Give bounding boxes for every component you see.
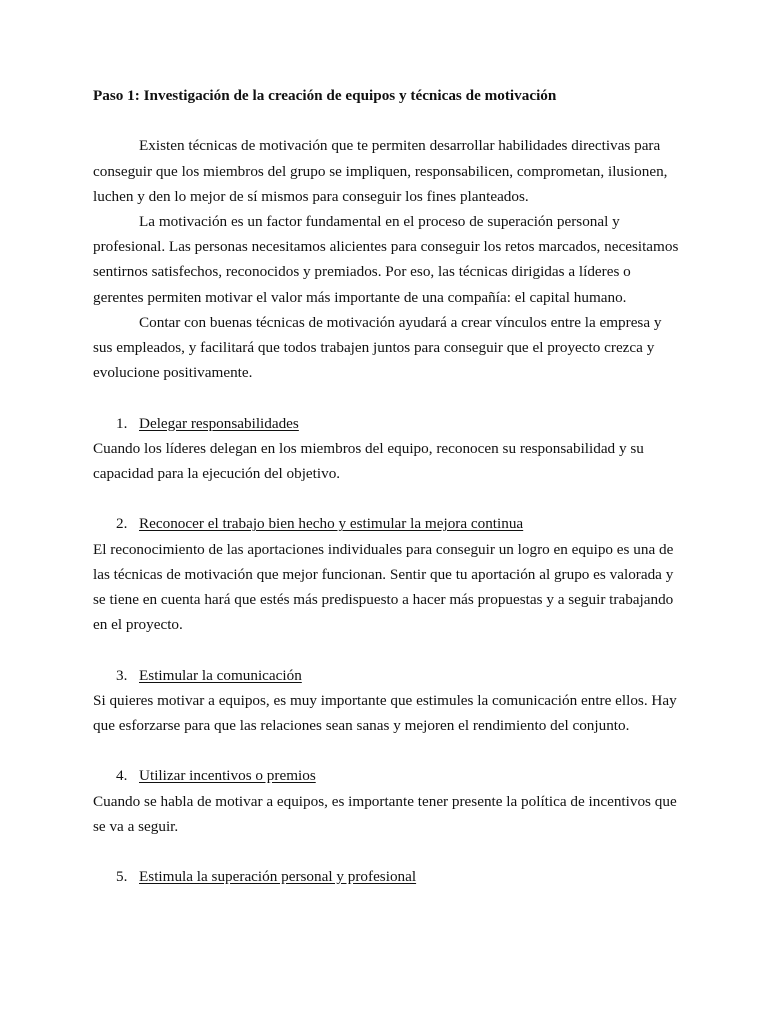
list-item-4-title (93, 763, 683, 788)
document-content (93, 83, 683, 889)
spacer (93, 839, 683, 864)
intro-paragraph-2: La motivación es un factor fundamental en el proceso de superación personal y profesional. Las personas necesitamos alicientes para conseguir los retos marcados, necesitamos sentirnos satisfechos, reconocidos y premiados. Por eso, las técnicas dirigidas a líderes o gerentes permiten motivar el valor más importante de una compañía: el capital humano. (93, 212, 679, 306)
list-item-5-title (93, 864, 683, 889)
list-item-2-title (93, 511, 683, 536)
spacer (93, 486, 683, 511)
list-item-2-body: El reconocimiento de las aportaciones individuales para conseguir un logro en equipo es una de las técnicas de motivación que mejor funcionan. Sentir que tu aportación al grupo es valorada y se tiene en cuenta hará que estés más predispuesto a hacer más propuestas y a seguir trabajando en el proyecto. (93, 540, 674, 634)
list-item-1-body: Cuando los líderes delegan en los miembros del equipo, reconocen su responsabilidad y su capacidad para la ejecución del objetivo. (93, 439, 644, 482)
list-item-number: 2. (116, 515, 128, 533)
intro-paragraph-3: Contar con buenas técnicas de motivación ayudará a crear vínculos entre la empresa y sus empleados, y facilitará que todos trabajen juntos para conseguir que el proyecto crezca y evolucione positivamente. (93, 313, 662, 382)
list-item-heading: Estimular la comunicación (139, 666, 302, 684)
list-item-heading: Utilizar incentivos o premios (139, 767, 316, 785)
list-item-number: 1. (116, 414, 128, 432)
spacer (93, 637, 683, 662)
list-item-number: 3. (116, 666, 128, 684)
list-item-1-title (93, 411, 683, 436)
list-item-heading: Delegar responsabilidades (139, 414, 299, 432)
spacer (93, 108, 683, 133)
list-item-3-body: Si quieres motivar a equipos, es muy importante que estimules la comunicación entre ellos. Hay que esforzarse para que las relaciones sean sanas y mejoren el rendimiento del conjunto. (93, 691, 677, 734)
list-item-heading: Estimula la superación personal y profesional (139, 868, 417, 886)
document-heading: Paso 1: Investigación de la creación de equipos y técnicas de motivación (93, 87, 557, 104)
spacer (93, 385, 683, 410)
intro-paragraph-1: Existen técnicas de motivación que te permiten desarrollar habilidades directivas para conseguir que los miembros del grupo se impliquen, responsabilicen, comprometan, ilusionen, luchen y den lo mejor de sí mismos para conseguir los fines planteados. (93, 137, 668, 205)
spacer (93, 738, 683, 763)
list-item-number: 4. (116, 767, 128, 785)
list-item-3-title (93, 663, 683, 688)
list-item-4-body: Cuando se habla de motivar a equipos, es importante tener presente la política de incentivos que se va a seguir. (93, 792, 677, 835)
list-item-heading: Reconocer el trabajo bien hecho y estimular la mejora continua (139, 515, 524, 533)
list-item-number: 5. (116, 868, 128, 886)
